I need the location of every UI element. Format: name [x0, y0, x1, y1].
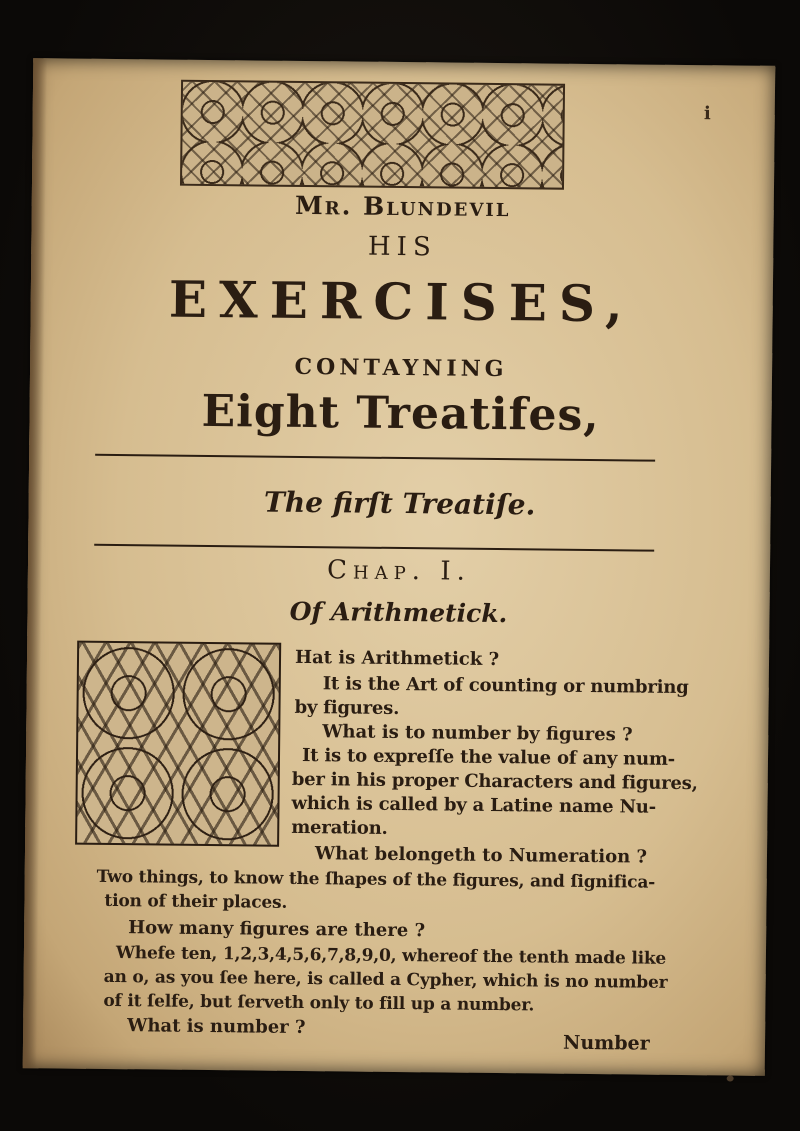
decorated-initial-w: [75, 641, 281, 847]
rule-top: [95, 454, 655, 462]
chapter-title: Of Arithmetick.: [289, 596, 508, 629]
author-line: Mr. Blundevil: [294, 190, 511, 223]
text-line-15: of it ſelfe, but ſerveth only to fill up a number.: [103, 990, 535, 1016]
text-line-5: It is to expreſſe the value of any num-: [301, 744, 676, 770]
his-line: HIS: [367, 231, 437, 263]
text-line-13: Whefe ten, 1,2,3,4,5,6,7,8,9,0, whereof the tenth made like: [115, 943, 667, 969]
text-line-3: by figures.: [294, 696, 400, 720]
text-line-2: It is the Art of counting or numbring: [322, 673, 689, 699]
chapter-heading: Chap. I.: [326, 555, 471, 587]
catchword: Number: [562, 1031, 650, 1055]
book-page: [23, 58, 776, 1076]
text-line-4: What is to number by figures ?: [322, 721, 633, 746]
text-line-11: tion of their places.: [104, 890, 288, 913]
text-line-8: meration.: [291, 816, 388, 839]
corner-mark: i: [703, 103, 711, 125]
text-line-12: How many figures are there ?: [128, 917, 426, 942]
text-line-14: an o, as you ſee here, is called a Cypher, which is no number: [103, 966, 668, 993]
first-treatise-heading: The firſt Treatiſe.: [263, 485, 536, 522]
book-title: EXERCISES,: [168, 269, 635, 334]
text-line-9: What belongeth to Numeration ?: [314, 843, 648, 868]
containing-line: CONTAYNING: [294, 353, 508, 383]
text-line-16: What is number ?: [127, 1015, 306, 1039]
rule-bottom: [94, 544, 654, 552]
eight-treatises-line: Eight Treatifes,: [201, 385, 600, 442]
text-line-6: ber in his proper Characters and figures,: [291, 768, 698, 795]
text-line-7: which is called by a Latine name Nu-: [291, 792, 657, 818]
ornamental-headpiece: [180, 80, 565, 190]
ink-speck: [727, 1075, 734, 1081]
text-line-1: Hat is Arithmetick ?: [294, 646, 500, 671]
text-line-10: Two things, to know the ſhapes of the figures, and ſignifica-: [96, 866, 656, 893]
